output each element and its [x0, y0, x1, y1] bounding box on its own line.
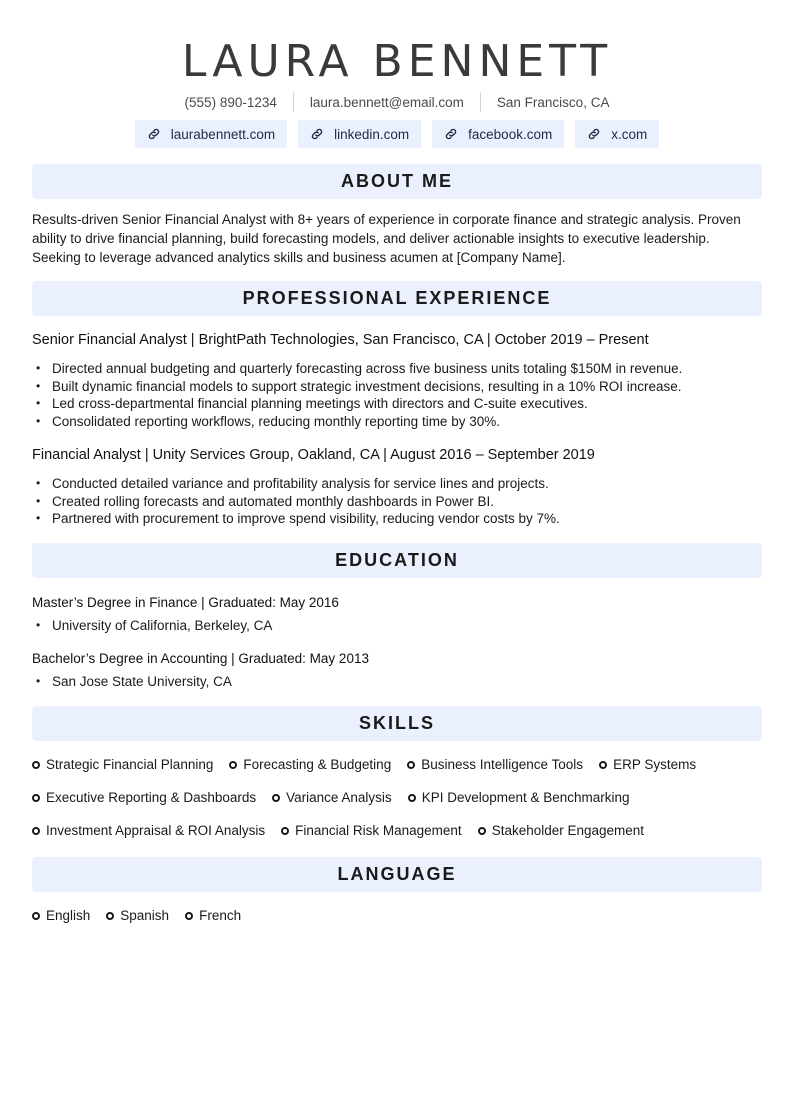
link-website[interactable]: [135, 120, 287, 148]
degree-title: Master’s Degree in Finance | Graduated: May 2016: [32, 595, 339, 610]
circle-bullet-icon: [32, 794, 40, 802]
language-item: [106, 899, 169, 932]
list-item: • Partnered with procurement to improve spend visibility, reducing vendor costs by 7%.: [36, 510, 756, 528]
skills-list: [32, 748, 772, 847]
circle-bullet-icon: [32, 912, 40, 920]
section-heading-skills: SKILLS: [32, 706, 762, 741]
list-item: • Created rolling forecasts and automated monthly dashboards in Power BI.: [36, 493, 756, 511]
job-title: Senior Financial Analyst | BrightPath Technologies, San Francisco, CA | October 2019 – Present: [32, 332, 649, 348]
circle-bullet-icon: [229, 761, 237, 769]
about-text: Results-driven Senior Financial Analyst with 8+ years of experience in corporate finance and strategic analysis. Proven ability to drive financial planning, build forecasting models, and deliver actionable insights to executive leadership. Seeking to leverage advanced analytics skills and business acumen at [Company Name].: [32, 212, 741, 265]
skill-item: [229, 748, 391, 781]
list-item: • Led cross-departmental financial planning meetings with directors and C-suite executives.: [36, 395, 756, 413]
skill-label: Investment Appraisal & ROI Analysis: [46, 823, 266, 838]
link-icon: [310, 127, 324, 141]
skill-item: [32, 814, 265, 847]
skill-item: [408, 781, 630, 814]
skill-item: [32, 748, 213, 781]
skill-item: [478, 814, 644, 847]
skill-label: ERP Systems: [613, 757, 697, 772]
link-x[interactable]: [575, 120, 659, 148]
circle-bullet-icon: [281, 827, 289, 835]
skill-label: Stakeholder Engagement: [491, 823, 645, 838]
list-item: • University of California, Berkeley, CA: [36, 617, 756, 635]
circle-bullet-icon: [599, 761, 607, 769]
skill-item: [281, 814, 462, 847]
skill-item: [272, 781, 392, 814]
skill-item: [407, 748, 583, 781]
list-item: • Conducted detailed variance and profitability analysis for service lines and projects.: [36, 475, 756, 493]
skill-label: Business Intelligence Tools: [421, 757, 584, 772]
circle-bullet-icon: [407, 761, 415, 769]
link-label: linkedin.com: [334, 126, 410, 142]
degree-details: [36, 617, 756, 635]
skill-label: Financial Risk Management: [295, 823, 462, 838]
section-heading-experience: PROFESSIONAL EXPERIENCE: [32, 281, 762, 316]
skill-label: Variance Analysis: [286, 790, 392, 805]
circle-bullet-icon: [185, 912, 193, 920]
language-label: French: [199, 908, 242, 923]
section-heading-education: EDUCATION: [32, 543, 762, 578]
link-icon: [147, 127, 161, 141]
link-linkedin[interactable]: [298, 120, 421, 148]
skill-item: [32, 781, 256, 814]
circle-bullet-icon: [32, 761, 40, 769]
circle-bullet-icon: [272, 794, 280, 802]
language-list: [32, 899, 772, 932]
skill-label: Strategic Financial Planning: [46, 757, 214, 772]
circle-bullet-icon: [478, 827, 486, 835]
links-row: [0, 120, 794, 148]
link-icon: [587, 127, 601, 141]
link-icon: [444, 127, 458, 141]
job-bullets: [36, 475, 756, 528]
degree-title: Bachelor’s Degree in Accounting | Graduated: May 2013: [32, 651, 369, 666]
link-label: laurabennett.com: [170, 126, 276, 142]
list-item: • Consolidated reporting workflows, reducing monthly reporting time by 30%.: [36, 413, 756, 431]
location: San Francisco, CA: [496, 94, 610, 110]
language-label: Spanish: [120, 908, 170, 923]
language-item: [32, 899, 90, 932]
section-heading-language: LANGUAGE: [32, 857, 762, 892]
contact-row: [0, 92, 794, 112]
job-bullets: [36, 360, 756, 431]
skill-item: [599, 748, 696, 781]
degree-details: [36, 673, 756, 691]
list-item: • San Jose State University, CA: [36, 673, 756, 691]
circle-bullet-icon: [408, 794, 416, 802]
link-label: x.com: [611, 126, 648, 142]
job-title: Financial Analyst | Unity Services Group, Oakland, CA | August 2016 – September 2019: [32, 447, 595, 463]
link-facebook[interactable]: [432, 120, 564, 148]
list-item: • Built dynamic financial models to support strategic investment decisions, resulting in a 10% ROI increase.: [36, 378, 756, 396]
list-item: • Directed annual budgeting and quarterly forecasting across five business units totaling $150M in revenue.: [36, 360, 756, 378]
skill-label: KPI Development & Benchmarking: [421, 790, 630, 805]
email-address: laura.bennett@email.com: [309, 94, 464, 110]
skill-label: Forecasting & Budgeting: [243, 757, 392, 772]
circle-bullet-icon: [32, 827, 40, 835]
circle-bullet-icon: [106, 912, 114, 920]
section-heading-about: ABOUT ME: [32, 164, 762, 199]
language-label: English: [46, 908, 91, 923]
skill-label: Executive Reporting & Dashboards: [46, 790, 257, 805]
candidate-name: LAURA BENNETT: [181, 36, 613, 87]
language-item: [185, 899, 241, 932]
link-label: facebook.com: [468, 126, 553, 142]
phone-number: (555) 890-1234: [184, 94, 277, 110]
